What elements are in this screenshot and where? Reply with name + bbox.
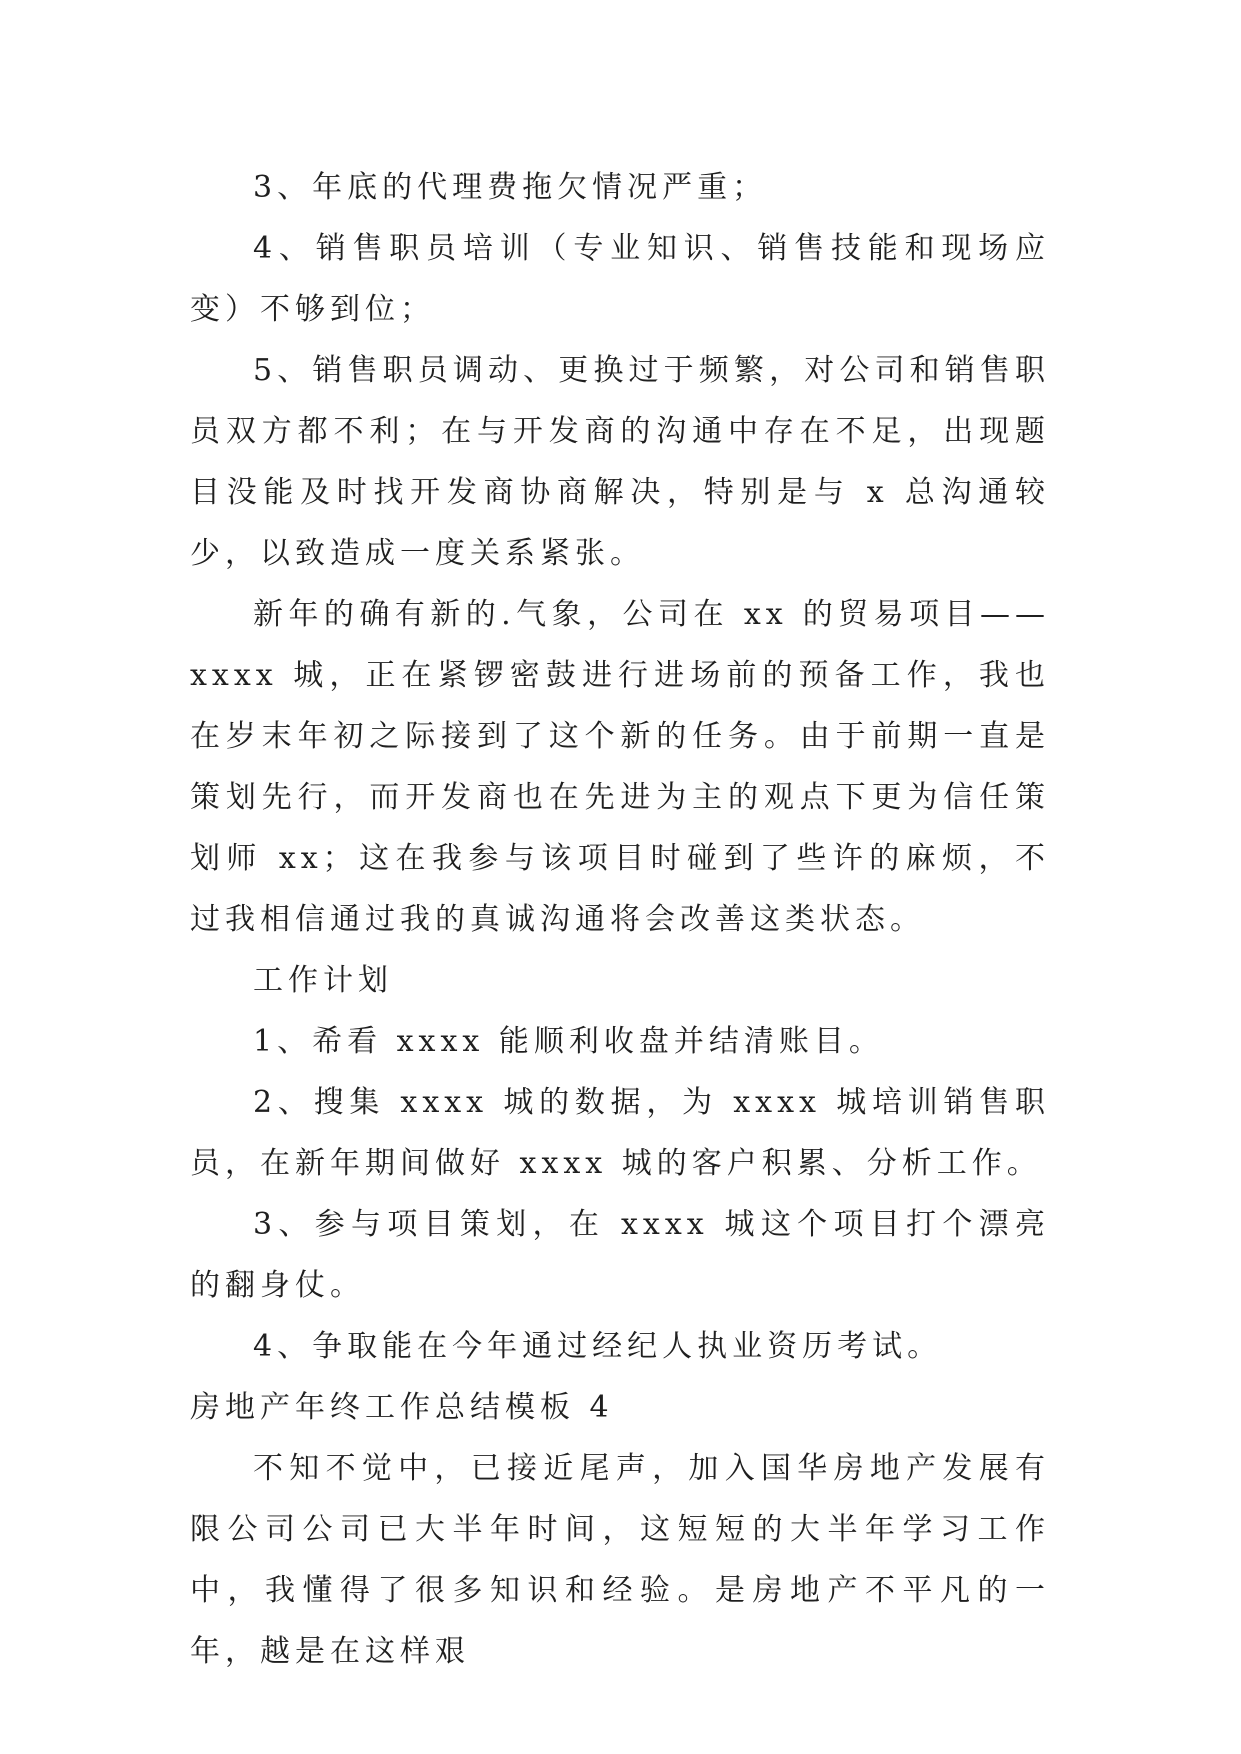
plan-item-1: 1、希看 xxxx 能顺利收盘并结清账目。 (253, 1024, 884, 1059)
document-page (190, 157, 1050, 1682)
paragraph-item-3: 3、年底的代理费拖欠情况严重； (253, 170, 768, 205)
paragraph-item-4: 4、销售职员培训（专业知识、销售技能和现场应变）不够到位； (190, 231, 1050, 327)
work-plan-heading: 工作计划 (253, 963, 393, 998)
paragraph-item-5: 5、销售职员调动、更换过于频繁，对公司和销售职员双方都不利；在与开发商的沟通中存在不足，出现题目没能及时找开发商协商解决，特别是与 x 总沟通较少，以致造成一度关系紧张。 (190, 353, 1050, 571)
plan-item-3: 3、参与项目策划，在 xxxx 城这个项目打个漂亮的翻身仗。 (190, 1207, 1050, 1303)
section-title: 房地产年终工作总结模板 4 (190, 1390, 614, 1425)
paragraph-new-year: 新年的确有新的.气象，公司在 xx 的贸易项目——xxxx 城，正在紧锣密鼓进行进场前的预备工作，我也在岁末年初之际接到了这个新的任务。由于前期一直是策划先行，而开发商也在先进为主的观点下更为信任策划师 xx；这在我参与该项目时碰到了些许的麻烦，不过我相信通过我的真诚沟通将会改善这类状态。 (190, 597, 1050, 937)
section-paragraph: 不知不觉中，已接近尾声，加入国华房地产发展有限公司公司已大半年时间，这短短的大半年学习工作中，我懂得了很多知识和经验。是房地产不平凡的一年，越是在这样艰 (190, 1451, 1050, 1669)
plan-item-2: 2、搜集 xxxx 城的数据，为 xxxx 城培训销售职员，在新年期间做好 xxxx 城的客户积累、分析工作。 (190, 1085, 1050, 1181)
plan-item-4: 4、争取能在今年通过经纪人执业资历考试。 (253, 1329, 943, 1364)
